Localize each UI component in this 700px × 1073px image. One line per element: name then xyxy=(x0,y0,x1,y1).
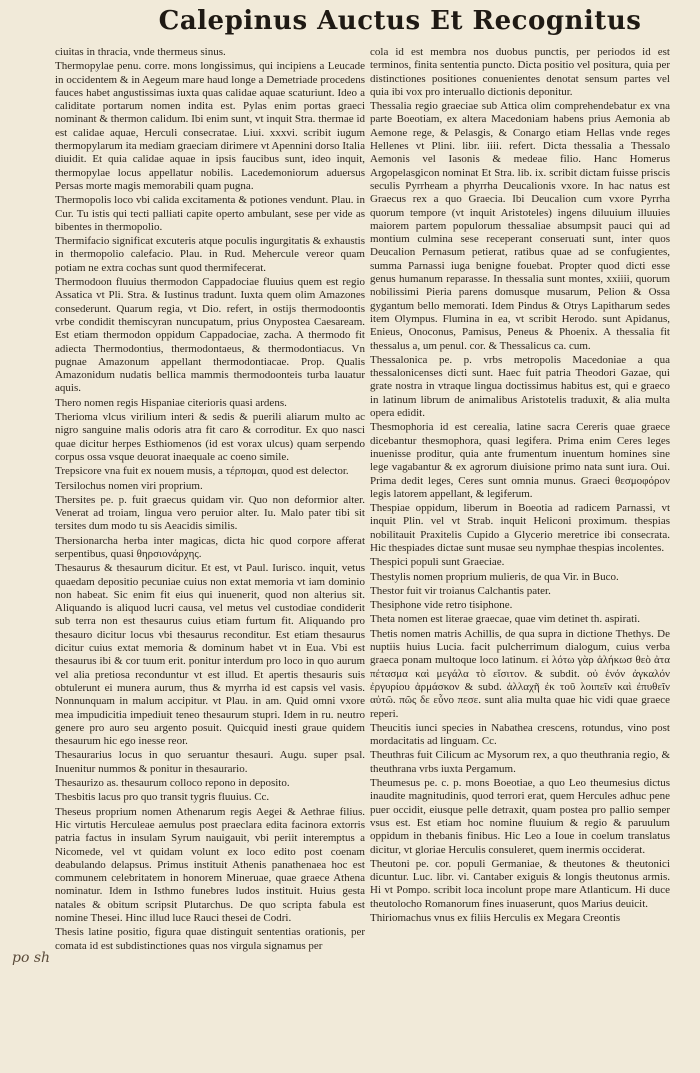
entry-text: Thermifacio significat excuteris atque poculis ingurgitatis & exhaustis in thermopolio calefacio. Plau. in Rud. Mehercule vereor quam potiam ne extra cochas sunt quod thermifecerat. xyxy=(55,235,365,274)
dictionary-entry xyxy=(55,535,365,562)
dictionary-entry xyxy=(370,46,670,99)
dictionary-entry xyxy=(370,749,670,776)
dictionary-entry xyxy=(370,556,670,569)
entry-text: Thero nomen regis Hispaniae citerioris quasi ardens. xyxy=(55,396,287,409)
entry-text: Tersilochus nomen viri proprium. xyxy=(55,479,203,492)
entry-text: Thiriomachus vnus ex filiis Herculis ex Megara Creontis xyxy=(370,912,621,924)
entry-text: Thestor fuit vir troianus Calchantis pater. xyxy=(370,584,551,597)
entry-text: Thespici populi sunt Graeciae. xyxy=(370,556,505,569)
dictionary-entry xyxy=(55,411,365,464)
dictionary-entry xyxy=(55,562,365,748)
dictionary-entry xyxy=(55,926,365,953)
left-column xyxy=(55,46,365,966)
dictionary-entry xyxy=(370,613,670,626)
dictionary-entry xyxy=(55,791,365,804)
dictionary-entry xyxy=(55,777,365,790)
dictionary-entry xyxy=(370,571,670,584)
entry-text: Thesmophoria id est cerealia, latine sacra Cereris quae graece dicebantur thesmophora, quasi legifera. Prima enim Ceres leges inuenisse proditur, quia ante frumentum inuentum homines sine lege vagabantur & ex agrorum diuisione primo nata sunt iura. Oui. Prima dedit leges, Ceres sunt omnia munus. Graeci θεσμοφόρον legis latorem appellant, & legiferum. xyxy=(370,421,670,500)
dictionary-entry xyxy=(370,421,670,501)
entry-text: Thesbitis lacus pro quo transit tygris fluuius. Cc. xyxy=(55,791,270,804)
entry-text: Theta nomen est literae graecae, quae vim detinet th. aspirati. xyxy=(370,613,640,626)
entry-text: Theseus proprium nomen Athenarum regis Aegei & Aethrae filius. Hic virtutis Herculeae aemulus post praeclara edita facinora extorris patria factus in insulam Syrum nauigauit, vbi periit interemptus a Nicomede, vel vt quidam volunt ex loco edito post coenam deabulando delapsus. Primus instituit Athenis panathenaea hoc est communem celebritatem in honorem Mineruae, quae graece Athena nominatur. Idem in Isthmo funebres ludos instituit. Huius gesta natales & obitum scripsit Plutarchus. De quo scripta fabula est nomine Thesei. Hinc illud luce Rauci thesei de Codri. xyxy=(55,805,365,924)
dictionary-entry xyxy=(370,777,670,857)
entry-text: Thesaurarius locus in quo seruantur thesauri. Augu. super psal. Inuenitur nummos & ponitur in thesaurario. xyxy=(55,749,365,775)
entry-text: Trepsicore vna fuit ex nouem musis, a τέρπομαι, quod est delector. xyxy=(55,465,349,478)
dictionary-entry xyxy=(370,858,670,911)
entry-text: Therioma vlcus virilium interi & sedis & puerili aliarum multo ac nigro sanguine malis odoris atra fit caro & corroditur. Ex quo nasci quae dicitur herpes Esthiomenos (id est vorax ulcus) quam serpendo corpus ossa vsque deuorat inaequale ac coeno simile. xyxy=(55,411,365,463)
dictionary-entry xyxy=(55,749,365,776)
dictionary-entry xyxy=(370,628,670,721)
entry-text: Thersites pe. p. fuit graecus quidam vir. Quo non deformior alter. Venerat ad troiam, lingua vero peruior alter. Iu. Malo pater tibi sit tersites dum modo tu sis Aeacidis similis. xyxy=(55,493,365,533)
entry-text: Thersionarcha herba inter magicas, dicta hic quod corpore afferat serpentibus, quasi θηρσιονάρχης. xyxy=(55,534,365,560)
dictionary-entry xyxy=(55,194,365,234)
entry-text: Thermodoon fluuius thermodon Cappadociae fluuius quem est regio Assatica vt Pli. Stra. & Iustinus tradunt. Iuxta quem olim Amazones consederunt. Quarum regia, vt Dio. refert, in ostijs thermodoontis vrbe condidit themiscyran nuncupatum, prius Onypostea Caesaream. Est etiam thermodon oppidum Cappadociae, zacha. A thermodo fit adiecta Thermodontius, thermodontaeus, & thermodontiacus. Vn pugnae Amazonum appellant thermodontiacae. Prop. Qualis Amazonidum nudatis bellica mammis thermodoonteis turba lauatur aquis. xyxy=(55,276,365,395)
dictionary-entry xyxy=(55,806,365,926)
dictionary-entry xyxy=(55,235,365,275)
entry-text: Thessalonica pe. p. vrbs metropolis Macedoniae a qua thessalonicenses dicti sunt. Haec fuit patria Theodori Gazae, qui grate nostra in vtraque lingua doctissimus habitus est, qui e graeco in latinum librum de animalibus Aristotelis traduxit, & alia multa opera edidit. xyxy=(370,353,670,420)
entry-text: ciuitas in thracia, vnde thermeus sinus. xyxy=(55,46,226,58)
dictionary-entry xyxy=(370,912,670,925)
entry-text: Theuthras fuit Cilicum ac Mysorum rex, a quo theuthrania regio, & theuthrana vrbs iuxta Pergamum. xyxy=(370,749,670,775)
page-title: Calepinus Auctus Et Recognitus xyxy=(158,6,642,36)
dictionary-entry xyxy=(370,585,670,598)
dictionary-entry xyxy=(55,276,365,396)
dictionary-entry xyxy=(55,480,365,493)
entry-text: Thesiphone vide retro tisiphone. xyxy=(370,599,513,612)
entry-text: Thespiae oppidum, liberum in Boeotia ad radicem Parnassi, vt inquit Plin. vel vt Strab. inquit Heliconi proximum. thespias nobilitauit Praxitelis Cupido a Glycerio meretrice ibi consecrata. Hic thespiades dictae sunt musae seu nymphae thespias incolentes. xyxy=(370,502,670,554)
entry-text: Thermopolis loco vbi calida excitamenta & potiones vendunt. Plau. in Cur. Tu istis qui tecti palliati capite operto ambulant, sese per vide as bibentes in thermopolio. xyxy=(55,194,365,233)
entry-text: Theumesus pe. c. p. mons Boeotiae, a quo Leo theumesius dictus inaudite magnitudinis, quod terrori erat, quem Hercules adhuc pene puer occidit, eiusque pelle detraxit, quam postea pro pallio semper vsus est. Est etiam hoc nomine fluuium & regio & paruulum oppidum in thebanis finibus. Hic Leo a Ioue in coelum translatus dicitur, vt gloriae Herculis consuleret, quem inermis occiderat. xyxy=(370,777,670,856)
entry-text: Thesaurizo as. thesaurum colloco repono in deposito. xyxy=(55,777,290,790)
dictionary-entry xyxy=(370,100,670,353)
dictionary-entry xyxy=(55,46,365,59)
dictionary-entry xyxy=(55,465,365,478)
entry-text: Thesaurus & thesaurum dicitur. Et est, vt Paul. Iurisco. inquit, vetus quaedam depositio pecuniae cuius non extat memoria vt iam dominio non habeat. Sic enim fit eius qui inuenerit, quod non alterius sit. Aliquando is aliquod lucri causa, vel metus vel custodiae condiderit sub terra non est thesaurus cuius etiam furtum fit. Aliquando pro thesauro dicitur locus vbi thesaurus reconditur. Est etiam thesaurus dicitur cuius extat memoria & dominum habet vt in Eua. Vbi est thesaurus ibi & cor tuum erit. ponitur interdum pro loco in quo aurum vel alia pretiosa reconduntur vt est illud. Et apertis thesauris suis obtulerunt ei munera aurum, thus & myrrha id est capsis vel vasis. Nonnunquam in malum accipitur. vt Plau. in am. Quid omni vxore mea impudicitia impediuit teneo thesaurum stupri. Idem in ru. neutro genere pro auro seu argento posuit. Quicquid inesti graue quidem thesaurum hic ego inesse reor. xyxy=(55,562,365,748)
entry-text: Thesis latine positio, figura quae distinguit sententias orationis, per comata id est subdistinctiones quas nos virgula signamus per xyxy=(55,926,365,952)
handwritten-margin-note: po sh xyxy=(12,950,51,966)
right-column xyxy=(370,46,670,966)
dictionary-entry xyxy=(370,722,670,749)
entry-text: Thestylis nomen proprium mulieris, de qua Vir. in Buco. xyxy=(370,570,619,583)
entry-text: Thetis nomen matris Achillis, de qua supra in dictione Thethys. De nuptiis huius Lucia. facit pulcherrimum dialogum, cuius verba graeca ponam multoque loco latinum. εἰ λότω γὰρ ἀλήκωσ θεὸ ἀτα πέτασμα καὶ μεγάλα τὸ εἴσιτον. & subdit. οὐ ἑνόν ἀγκαλόν ἐργυρίου ἀρμάσκον & subd. ἀλλαχῆ ἐκ τοῦ λοιπεῖν καὶ ἐπυθεῖν αὐτῶ. πῶς δε εὖνο πεσε. sunt alia multa quae hic vidi quae graece reperi. xyxy=(370,627,670,720)
dictionary-entry xyxy=(370,502,670,555)
dictionary-entry xyxy=(55,60,365,193)
dictionary-entry xyxy=(370,599,670,612)
dictionary-entry xyxy=(55,494,365,534)
dictionary-entry xyxy=(55,397,365,410)
dictionary-entry xyxy=(370,354,670,420)
entry-text: Thermopylae penu. corre. mons longissimus, qui incipiens a Leucade in occidentem & in Aegeum mare haud longe a Demetriade procedens fauces habet angustissimas iuxta quas calidae aquae scaturiunt. Ideo a caliditate portarum nomen indita est. Pylas enim portas graeci nominant & thermon calidum. Ibi enim sunt, vt inquit Stra. thermae id est calidae aquae, Herculi consecratae. Liui. xxxvi. scribit iugum thermopylarum ita mediam graeciam dirimere vt Apennini dorso Italia diuidit. Et quia calidae aquae in ipsis faucibus sunt, ideo inquit, thermopylae locus appellatur nobilis. Lacedemoniorum aduersus Persas morte magis memorabili quam pugna. xyxy=(55,60,365,192)
entry-text: cola id est membra nos duobus punctis, per periodos id est terminos, finita sententia puncto. Dicta positio vel positura, quia per distinctiones positiones conuenientes denotat sensum partes vel quia ibi vox pro interuallo dictionis deponitur. xyxy=(370,46,670,98)
entry-text: Theucitis iunci species in Nabathea crescens, rotundus, vino post mordacitatis ad linguam. Cc. xyxy=(370,721,670,748)
entry-text: Theutoni pe. cor. populi Germaniae, & theutones & theutonici dicuntur. Luc. libr. vi. Cantaber exiguis & longis theutonus armis. Hi vt Pompo. scribit loca incolunt prope mare Atlanticum. Hi duce theutolocho Romanorum fines inuaserunt, quos Marius deuicit. xyxy=(370,857,670,910)
entry-text: Thessalia regio graeciae sub Attica olim comprehendebatur ex vna parte Boeotiam, ex altera Macedoniam habens prius Aemonia ab Aemone rege, & Pelasgis, & Conargo etiam Hellas vnde reges Hellenes vt Plini. libr. iiii. refert. Dicta thessalia a Thessalo Aemonis vel Iasonis & medeae filio. Hanc Homerus Argopelasgicon nominat Et Stra. lib. ix. scribit dictam fuisse priscis seculis Pyrrheam a phyrrha Deucalionis vxore. In hac natus est Graecus rex a quo Graecia. Ibi Deucalion cum vxore Pyrrha quorum tempore (vt inquit Aristoteles) ingens diluuium illuuies maiorem partem populorum thessaliae absumpsit pauci qui ad montium culmina sese receperant conseruati sunt, inter quos Deucalion Pernasum petierat, ratibus quae ad se confugientes, summa Parnassi iuga benigne fouebat. Propter quod dicti esse genus humanum reparasse. In thessalia sunt montes, xxiiii, quorum nobilissimi Pieria parens domusque musarum, Pelion & Ossa gygantum bello memorati. Idem Pindus & Otrys Lapitharum sedes item Olympus. Flumina in ea, vt scribit Herodo. sunt Apidanus, Enieus, Onoconus, Pamisus, Peneus & Phoenix. A thessalia fit thessalus a, um penul. cor. & Thessalicus ca. cum. xyxy=(370,100,670,352)
